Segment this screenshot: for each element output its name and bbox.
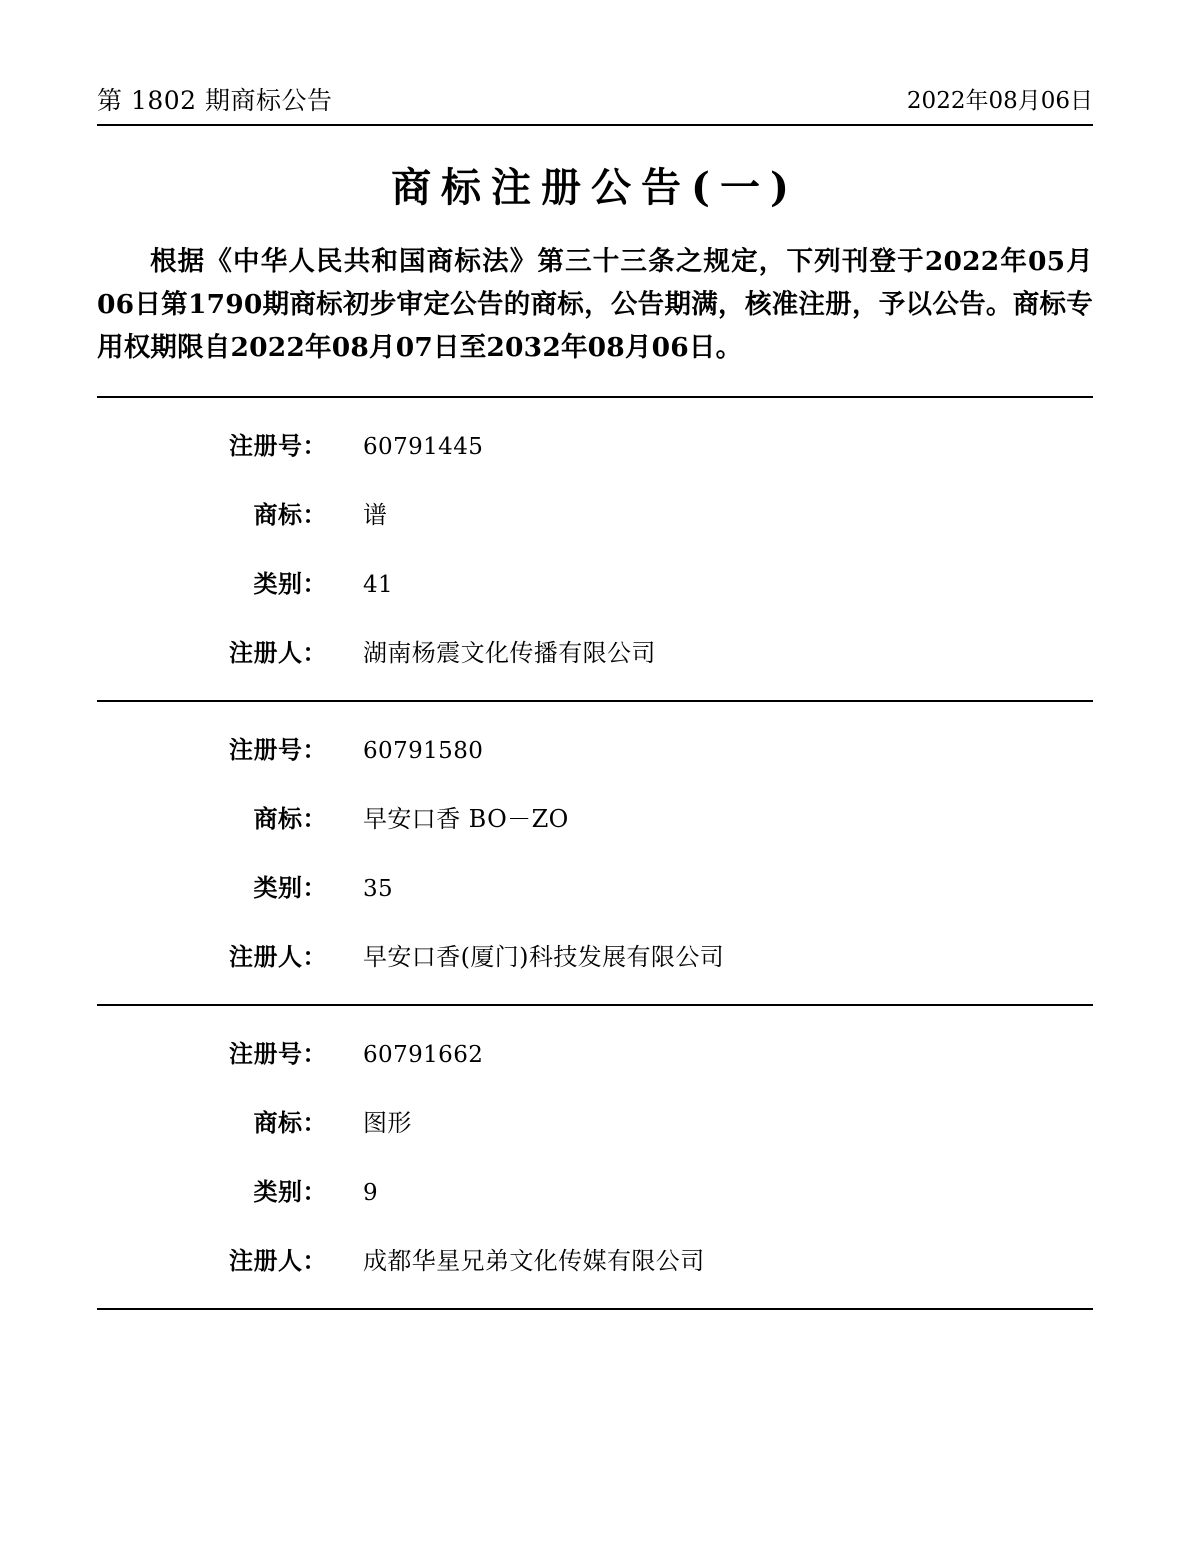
entry-row-category <box>97 564 1093 599</box>
trademark-entry <box>97 396 1093 700</box>
reg-no-value: 60791445 <box>363 433 484 460</box>
reg-no-value: 60791580 <box>363 737 484 764</box>
trademark-value: 图形 <box>363 1108 412 1137</box>
header-divider <box>97 124 1093 126</box>
reg-no-label: 注册号： <box>229 1038 327 1068</box>
entry-row-trademark <box>97 799 1093 834</box>
trademark-entry <box>97 700 1093 1004</box>
category-value: 9 <box>363 1179 379 1206</box>
entry-row-registrant <box>97 633 1093 668</box>
entry-row-category <box>97 868 1093 903</box>
trademark-value: 谱 <box>363 500 388 529</box>
entry-row-category <box>97 1172 1093 1207</box>
trademark-entry <box>97 1004 1093 1310</box>
publication-date: 2022年08月06日 <box>906 88 1093 115</box>
entry-row-registrant <box>97 1241 1093 1276</box>
issue-label: 第 1802 期商标公告 <box>97 86 333 115</box>
category-label: 类别： <box>253 872 327 902</box>
category-value: 41 <box>363 571 394 598</box>
registrant-label: 注册人： <box>229 941 327 971</box>
page-title: 商标注册公告(一) <box>391 164 799 211</box>
category-label: 类别： <box>253 568 327 598</box>
reg-no-label: 注册号： <box>229 734 327 764</box>
entry-row-reg-no <box>97 426 1093 461</box>
registrant-value: 湖南杨震文化传播有限公司 <box>363 638 656 667</box>
entry-row-registrant <box>97 937 1093 972</box>
reg-no-value: 60791662 <box>363 1041 484 1068</box>
trademark-label: 商标： <box>253 499 327 529</box>
category-value: 35 <box>363 875 394 902</box>
page-header <box>97 86 1093 124</box>
reg-no-label: 注册号： <box>229 430 327 460</box>
registrant-label: 注册人： <box>229 637 327 667</box>
intro-paragraph: 根据《中华人民共和国商标法》第三十三条之规定，下列刊登于2022年05月06日第1790期商标初步审定公告的商标，公告期满，核准注册，予以公告。商标专用权期限自2022年08月07日至2032年08月06日。 <box>97 246 1093 363</box>
entry-row-reg-no <box>97 1034 1093 1069</box>
trademark-label: 商标： <box>253 1107 327 1137</box>
registrant-label: 注册人： <box>229 1245 327 1275</box>
registrant-value: 成都华星兄弟文化传媒有限公司 <box>363 1246 705 1275</box>
entry-row-trademark <box>97 1103 1093 1138</box>
registrant-value: 早安口香(厦门)科技发展有限公司 <box>363 942 725 971</box>
category-label: 类别： <box>253 1176 327 1206</box>
trademark-label: 商标： <box>253 803 327 833</box>
trademark-value: 早安口香 BO－ZO <box>363 804 569 833</box>
entry-row-reg-no <box>97 730 1093 765</box>
entry-row-trademark <box>97 495 1093 530</box>
